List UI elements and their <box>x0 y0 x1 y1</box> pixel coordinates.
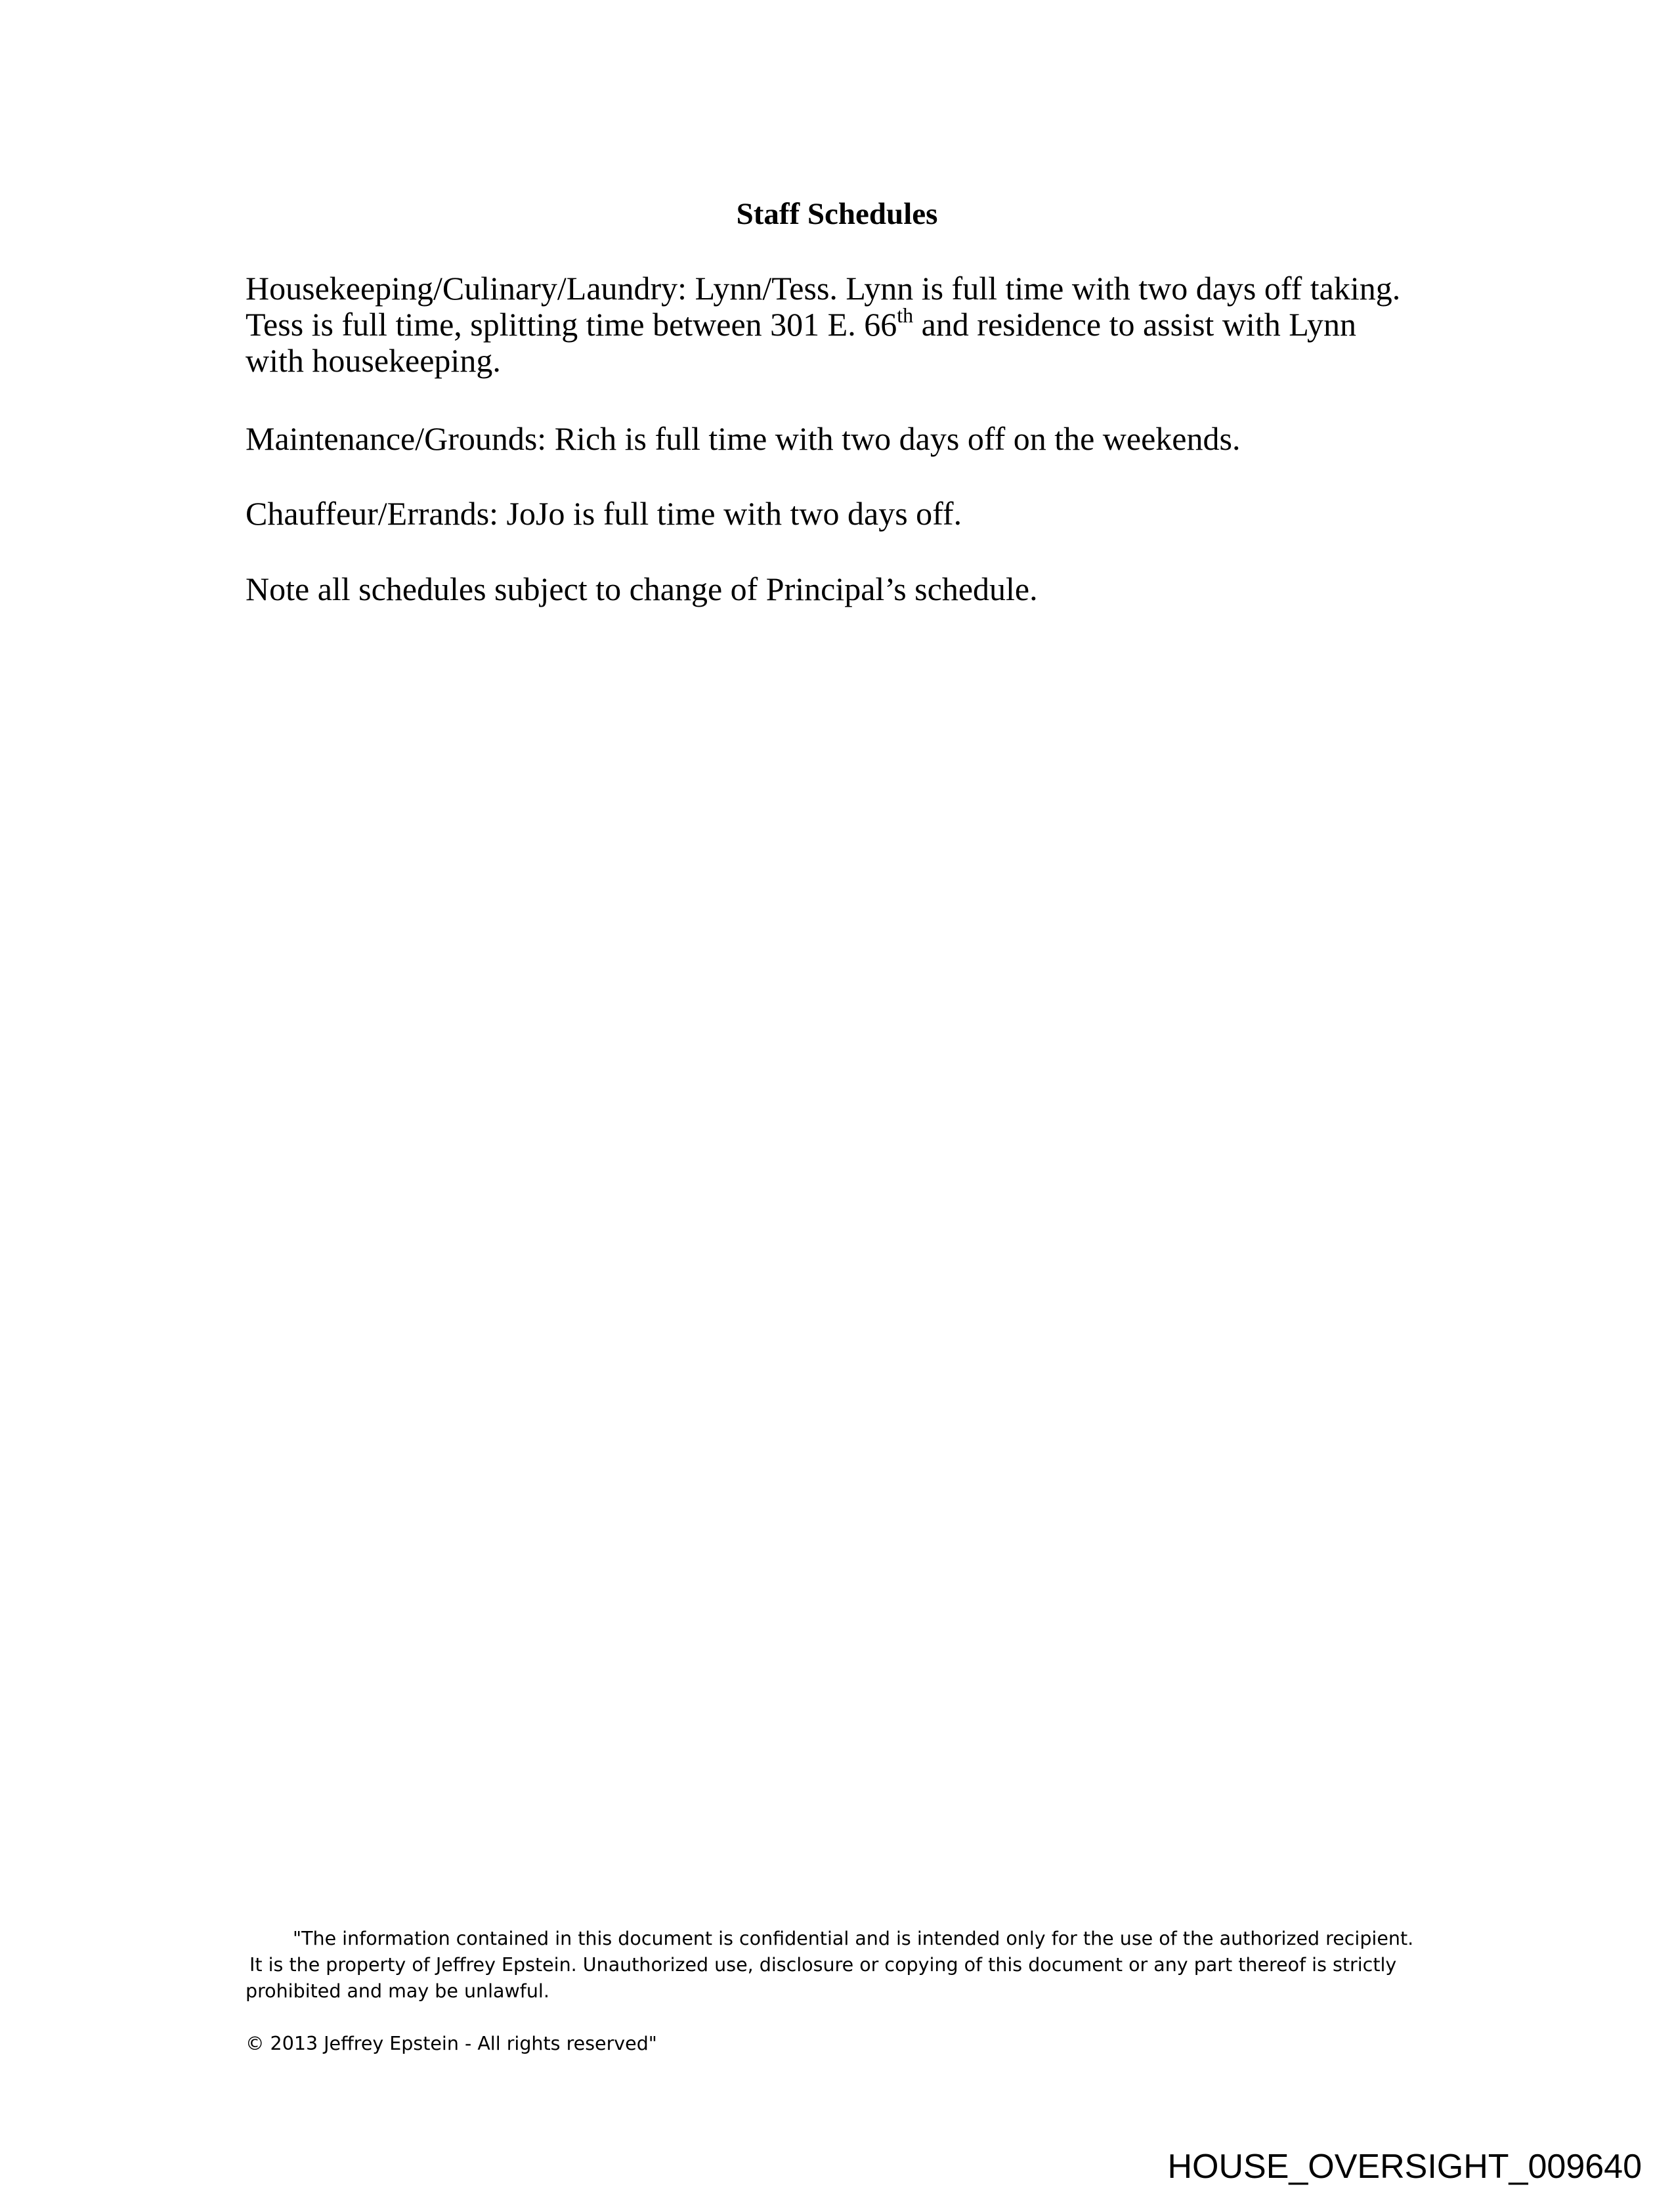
housekeeping-line-2-rest: and residence to assist with Lynn <box>913 306 1356 343</box>
maintenance-paragraph: Maintenance/Grounds: Rich is full time with two days off on the weekends. <box>246 420 1241 457</box>
housekeeping-line-1: Housekeeping/Culinary/Laundry: Lynn/Tess. Lynn is full time with two days off taking. <box>246 270 1401 307</box>
ordinal-suffix: th <box>897 303 914 327</box>
chauffeur-paragraph: Chauffeur/Errands: JoJo is full time with two days off. <box>246 495 962 532</box>
housekeeping-paragraph <box>246 271 1427 379</box>
copyright-notice: © 2013 Jeffrey Epstein - All rights reserved" <box>246 2033 657 2054</box>
bates-stamp: HOUSE_OVERSIGHT_009640 <box>1167 2148 1642 2186</box>
document-title: Staff Schedules <box>736 197 938 231</box>
housekeeping-line-2 <box>246 303 1427 343</box>
confidentiality-line-3: prohibited and may be unlawful. <box>246 1980 549 2002</box>
housekeeping-line-3: with housekeeping. <box>246 342 501 379</box>
housekeeping-line-2-text: Tess is full time, splitting time between 301 E. 66 <box>246 306 897 343</box>
schedule-note-paragraph: Note all schedules subject to change of Principal’s schedule. <box>246 571 1038 607</box>
confidentiality-line-1: "The information contained in this document is confidential and is intended only for the use of the authorized recipient. <box>293 1928 1414 1949</box>
confidentiality-line-2: It is the property of Jeffrey Epstein. Unauthorized use, disclosure or copying of this document or any part thereof is strictly <box>249 1954 1397 1976</box>
